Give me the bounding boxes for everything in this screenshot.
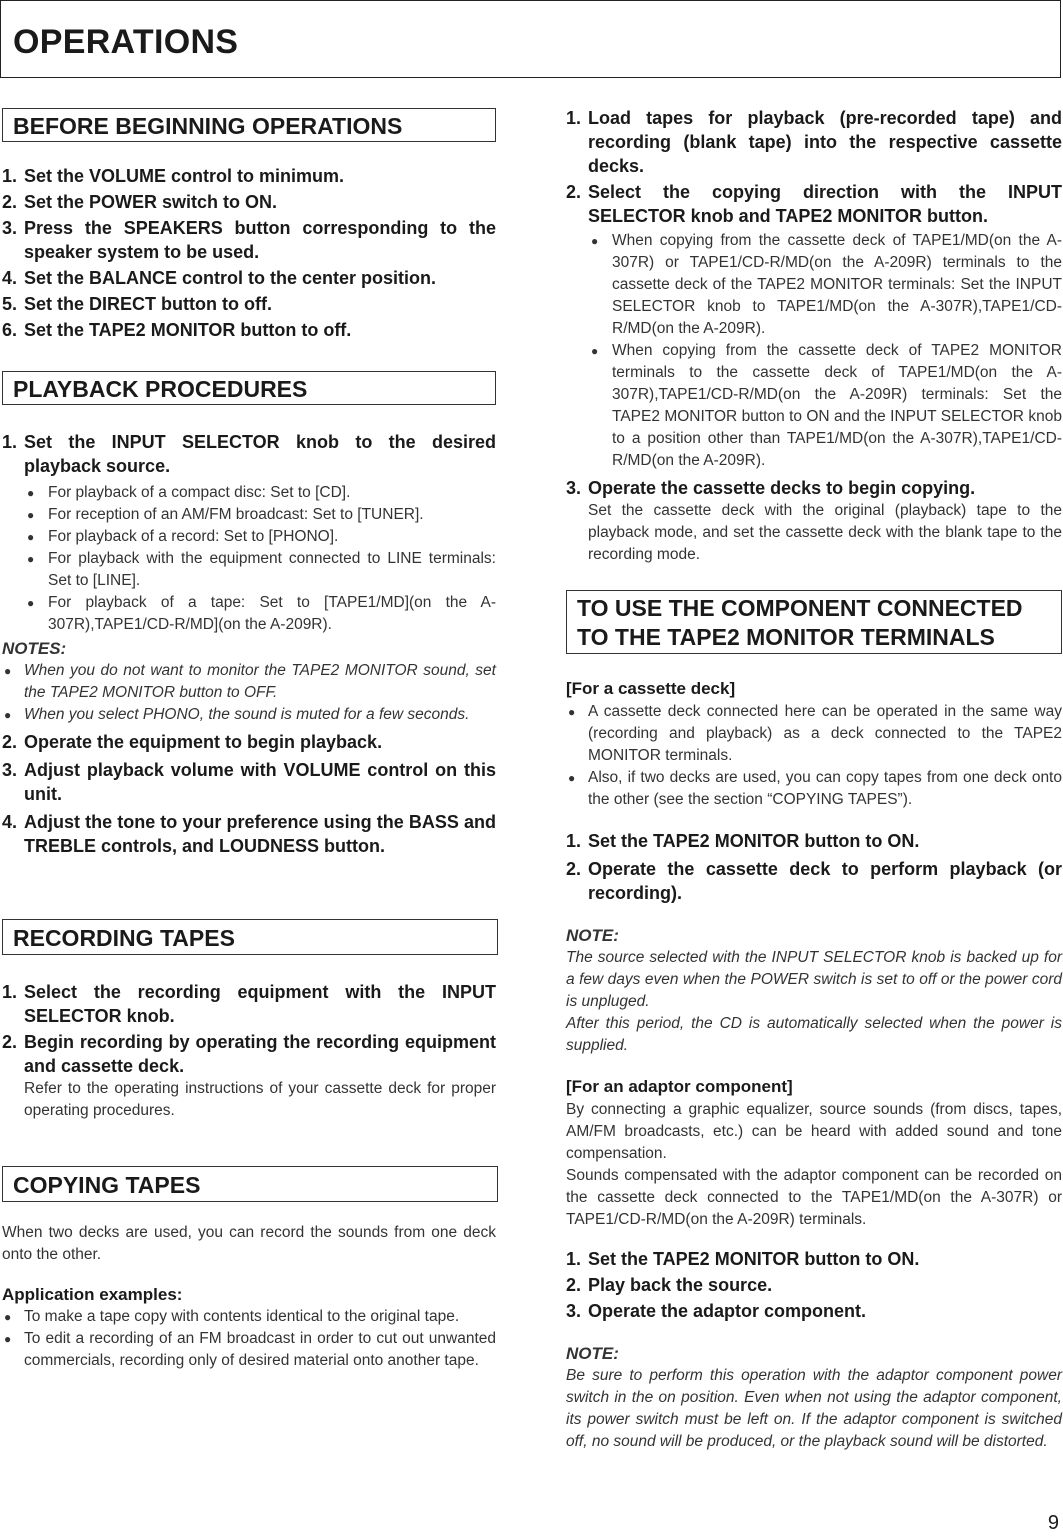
adaptor-text2: Sounds compensated with the adaptor component can be recorded on the cassette deck connected to the TAPE1/MD(on the A-307R) or TAPE1/CD-R/MD(on the A-209R) terminals. xyxy=(566,1167,1062,1228)
page-header xyxy=(0,0,1061,78)
playback-step-2: 2. Operate the equipment to begin playback. xyxy=(2,732,383,752)
page-number: 9 xyxy=(1047,1512,1059,1534)
playback-bullet: ● For playback of a record: Set to [PHONO]. xyxy=(2,526,496,548)
playback-step-4: 4. Adjust the tone to your preference using the BASS and TREBLE controls, and LOUDNESS button. xyxy=(2,812,496,856)
recording-heading: RECORDING TAPES xyxy=(2,919,498,955)
copying-intro-block xyxy=(2,1222,496,1372)
playback-bullet: ● For reception of an AM/FM broadcast: Set to [TUNER]. xyxy=(2,504,496,526)
playback-notes-label: NOTES: xyxy=(2,639,67,658)
copying-step-3-text: Set the cassette deck with the original (playback) tape to the playback mode, and set the cassette deck with the blank tape to the recording mode. xyxy=(588,502,1062,563)
copying-bullet: ● When copying from the cassette deck of TAPE1/MD(on the A-307R) or TAPE1/CD-R/MD(on the A-209R) terminals to the cassette deck of the TAPE2 MONITOR terminals: Set the INPUT SELECTOR knob to TAPE1/MD(on the A-307R),TAPE1/CD-R/MD(on the A-209R). xyxy=(566,230,1062,340)
before-step-3: 3. Press the SPEAKERS button corresponding to the speaker system to be used. xyxy=(2,218,496,262)
adaptor-step-1: 1. Set the TAPE2 MONITOR button to ON. xyxy=(566,1249,920,1269)
application-bullet: ● To edit a recording of an FM broadcast in order to cut out unwanted commercials, recording only of desired material onto another tape. xyxy=(2,1328,496,1372)
recording-steps xyxy=(2,980,496,1122)
recording-step-2: 2. Begin recording by operating the recording equipment and cassette deck. xyxy=(2,1032,496,1076)
playback-bullet: ● For playback with the equipment connected to LINE terminals: Set to [LINE]. xyxy=(2,548,496,592)
playback-steps xyxy=(2,430,496,858)
tape2-heading-line1: TO USE THE COMPONENT CONNECTED xyxy=(577,595,1023,621)
recording-step-1: 1. Select the recording equipment with the INPUT SELECTOR knob. xyxy=(2,982,496,1026)
copying-intro: When two decks are used, you can record the sounds from one deck onto the other. xyxy=(2,1224,496,1263)
adaptor-label: [For an adaptor component] xyxy=(566,1077,793,1096)
playback-bullet: ● For playback of a tape: Set to [TAPE1/MD](on the A-307R),TAPE1/CD-R/MD](on the A-209R). xyxy=(2,592,496,636)
note1-label: NOTE: xyxy=(566,926,619,945)
playback-note: ● When you do not want to monitor the TAPE2 MONITOR sound, set the TAPE2 MONITOR button to OFF. xyxy=(2,660,496,704)
note2-text: Be sure to perform this operation with the adaptor component power switch in the on position. Even when not using the adaptor component, its power switch must be left on. If the adaptor component is switched off, no sound will be produced, or the playback sound will be distorted. xyxy=(566,1367,1062,1450)
tape2-heading-line2: TO THE TAPE2 MONITOR TERMINALS xyxy=(577,624,995,650)
note1-text1: The source selected with the INPUT SELECTOR knob is backed up for a few days even when the POWER switch is set to off or the power cord is unpluged. xyxy=(566,949,1062,1010)
copying-step-3: 3. Operate the cassette decks to begin copying. xyxy=(566,478,976,498)
copying-steps xyxy=(566,106,1062,566)
before-step-5: 5. Set the DIRECT button to off. xyxy=(2,294,272,314)
playback-step-3: 3. Adjust playback volume with VOLUME control on this unit. xyxy=(2,760,496,804)
before-steps xyxy=(2,164,496,342)
adaptor-text1: By connecting a graphic equalizer, source sounds (from discs, tapes, AM/FM broadcasts, etc.) can be heard with added sound and tone compensation. xyxy=(566,1101,1062,1162)
before-step-2: 2. Set the POWER switch to ON. xyxy=(2,192,278,212)
before-heading: BEFORE BEGINNING OPERATIONS xyxy=(2,108,496,142)
note1-text2: After this period, the CD is automatically selected when the power is supplied. xyxy=(566,1015,1062,1054)
copying-heading: COPYING TAPES xyxy=(2,1166,498,1202)
recording-step-2-text: Refer to the operating instructions of your cassette deck for proper operating procedures. xyxy=(24,1080,496,1119)
adaptor-step-2: 2. Play back the source. xyxy=(566,1275,773,1295)
before-step-4: 4. Set the BALANCE control to the center position. xyxy=(2,268,437,288)
playback-step-1: 1. Set the INPUT SELECTOR knob to the desired playback source. xyxy=(2,432,496,476)
copying-step-1: 1. Load tapes for playback (pre-recorded tape) and recording (blank tape) into the respective cassette decks. xyxy=(566,108,1062,176)
copying-bullet: ● When copying from the cassette deck of TAPE2 MONITOR terminals to the cassette deck of TAPE1/MD(on the A-307R),TAPE1/CD-R/MD(on the A-209R) terminals: Set the TAPE2 MONITOR button to ON and the INPUT SELECTOR knob to a position other than TAPE1/MD(on the A-307R),TAPE1/CD-R/MD(on the A-209R). xyxy=(566,340,1062,472)
page-title: OPERATIONS xyxy=(13,23,239,61)
application-bullet: ● To make a tape copy with contents identical to the original tape. xyxy=(2,1306,496,1328)
before-step-1: 1. Set the VOLUME control to minimum. xyxy=(2,166,345,186)
playback-heading: PLAYBACK PROCEDURES xyxy=(2,371,496,405)
playback-bullet: ● For playback of a compact disc: Set to [CD]. xyxy=(2,482,496,504)
application-label: Application examples: xyxy=(2,1285,183,1304)
tape2-body xyxy=(566,677,1062,1453)
cassette-bullet: ● A cassette deck connected here can be operated in the same way (recording and playback) as a deck connected to the TAPE2 MONITOR terminals. xyxy=(566,701,1062,767)
adaptor-step-3: 3. Operate the adaptor component. xyxy=(566,1301,867,1321)
cassette-step-1: 1. Set the TAPE2 MONITOR button to ON. xyxy=(566,831,920,851)
cassette-bullet: ● Also, if two decks are used, you can copy tapes from one deck onto the other (see the section “COPYING TAPES”). xyxy=(566,767,1062,811)
cassette-label: [For a cassette deck] xyxy=(566,679,736,698)
copying-step-2: 2. Select the copying direction with the INPUT SELECTOR knob and TAPE2 MONITOR button. xyxy=(566,182,1062,226)
before-step-6: 6. Set the TAPE2 MONITOR button to off. xyxy=(2,320,352,340)
cassette-step-2: 2. Operate the cassette deck to perform playback (or recording). xyxy=(566,859,1062,903)
note2-label: NOTE: xyxy=(566,1344,619,1363)
playback-note: ● When you select PHONO, the sound is muted for a few seconds. xyxy=(2,704,496,726)
tape2-heading xyxy=(566,590,1062,654)
